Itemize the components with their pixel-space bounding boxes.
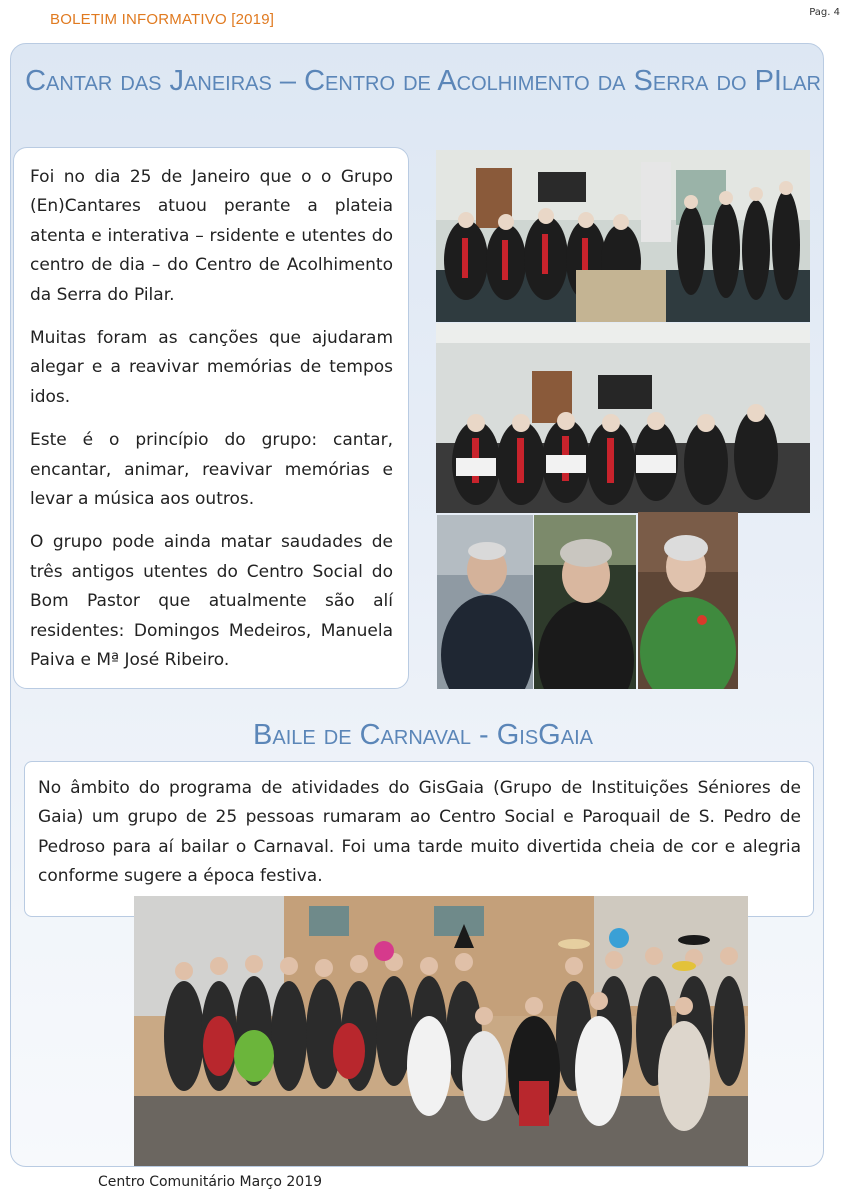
janeiras-paragraph-3: Este é o princípio do grupo: cantar, encantar, animar, reavivar memórias e levar a música aos outros. xyxy=(30,430,393,510)
janeiras-text-box xyxy=(13,147,409,689)
carnaval-text-box xyxy=(24,761,814,917)
carnaval-paragraph: No âmbito do programa de atividades do GisGaia (Grupo de Instituições Séniores de Gaia) um grupo de 25 pessoas rumaram ao Centro Social e Paroquail de S. Pedro de Pedroso para aí bailar o Carnaval. Foi uma tarde muito divertida cheia de cor e alegria conforme sugere a época festiva. xyxy=(38,778,801,887)
page-number: Pag. 4 xyxy=(809,7,840,18)
janeiras-paragraph-2: Muitas foram as canções que ajudaram alegar e a reavivar memórias de tempos idos. xyxy=(30,328,393,407)
janeiras-paragraph-1: Foi no dia 25 de Janeiro que o o Grupo (En)Cantares atuou perante a plateia atenta e interativa – rsidente e utentes do centro de dia – do Centro de Acolhimento da Serra do Pilar. xyxy=(30,167,393,305)
janeiras-paragraph-4: O grupo pode ainda matar saudades de três antigos utentes do Centro Social do Bom Pastor que atualmente são alí residentes: Domingos Medeiros, Manuela Paiva e Mª José Ribeiro. xyxy=(30,532,393,671)
section-title-carnaval: Baile de Carnaval - GisGaia xyxy=(253,719,593,751)
footer-text: Centro Comunitário Março 2019 xyxy=(98,1174,323,1190)
photo-choir-performance xyxy=(436,150,810,322)
photo-portrait-man xyxy=(437,515,533,689)
section-title-janeiras: Cantar das Janeiras – Centro de Acolhimento da Serra do PIlar xyxy=(25,65,821,97)
newsletter-header: BOLETIM INFORMATIVO [2019] xyxy=(50,11,275,28)
photo-portrait-woman-2 xyxy=(638,512,738,689)
photo-portrait-woman-1 xyxy=(534,515,636,689)
photo-carnival-group xyxy=(134,896,748,1166)
photo-choir-seated xyxy=(436,323,810,513)
